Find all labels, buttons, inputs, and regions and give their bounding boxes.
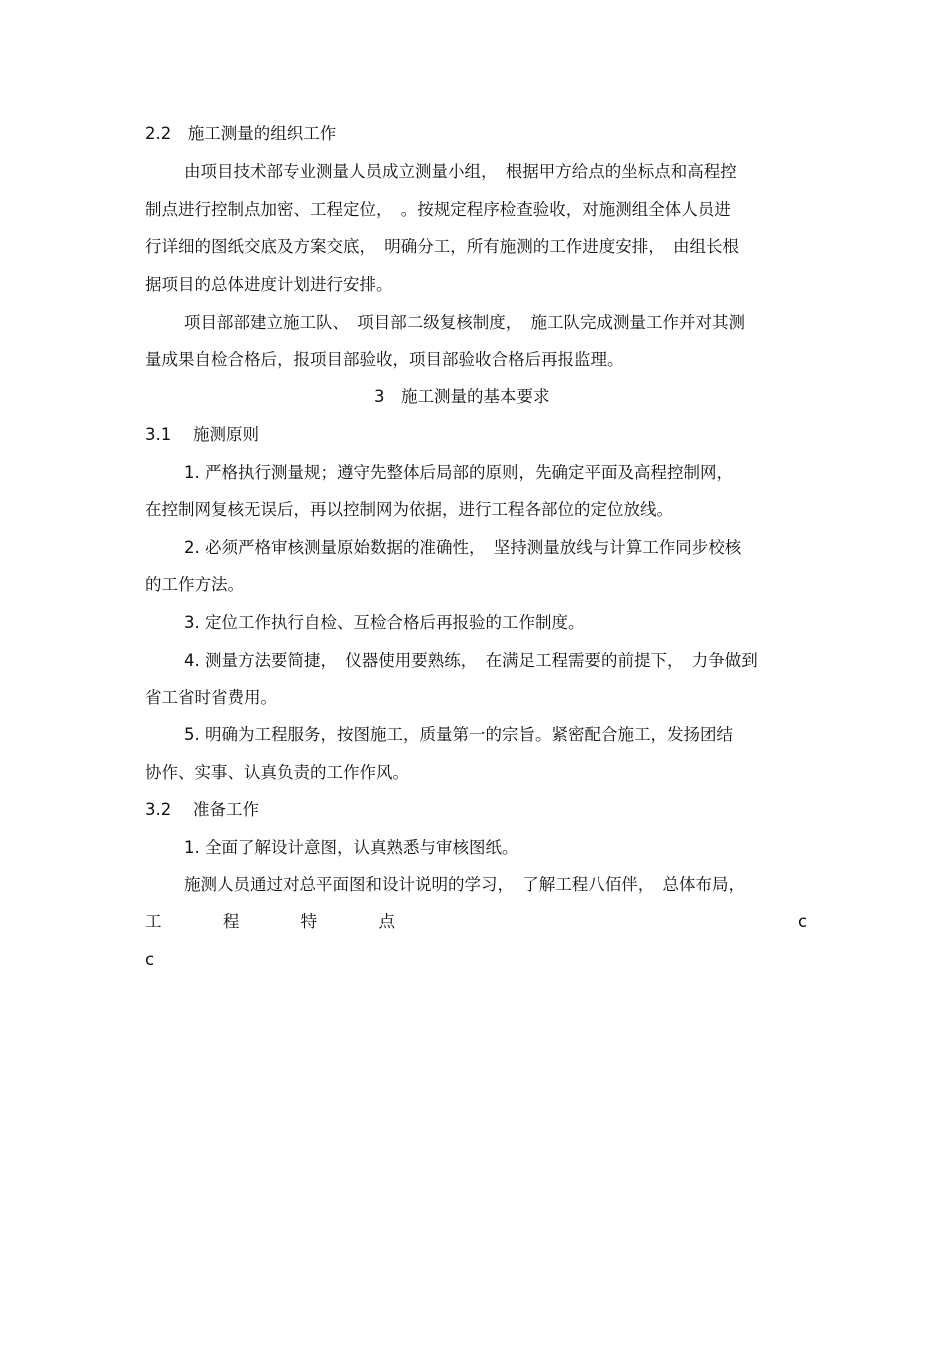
spread-word: 程 [222, 912, 240, 931]
paragraph-line: 行详细的图纸交底及方案交底， 明确分工，所有施测的工作进度安排， 由组长根 [145, 237, 739, 256]
list-item-line: 在控制网复核无误后，再以控制网为依据，进行工程各部位的定位放线。 [145, 500, 673, 519]
list-item-line: 1. 全面了解设计意图，认真熟悉与审核图纸。 [184, 838, 519, 857]
list-item-line: 2. 必须严格审核测量原始数据的准确性， 坚持测量放线与计算工作同步校核 [184, 538, 742, 557]
trailing-character: c [145, 950, 155, 969]
paragraph-line: 施测人员通过对总平面图和设计说明的学习， 了解工程八佰伴， 总体布局， [184, 875, 745, 894]
section-2-2-heading: 2.2 施工测量的组织工作 [145, 124, 337, 143]
spread-justified-line [145, 911, 395, 933]
paragraph-line: 制点进行控制点加密、工程定位， 。按规定程序检查验收，对施测组全体人员进 [145, 200, 731, 219]
spread-word: 点 [378, 912, 395, 931]
list-item-line: 3. 定位工作执行自检、互检合格后再报验的工作制度。 [184, 613, 585, 632]
list-item-line: 的工作方法。 [145, 575, 244, 594]
chapter-3-heading: 3 施工测量的基本要求 [374, 387, 550, 406]
list-item-line: 省工省时省费用。 [145, 688, 277, 707]
paragraph-line: 量成果自检合格后，报项目部验收，项目部验收合格后再报监理。 [145, 350, 624, 369]
trailing-character: c [798, 912, 808, 931]
list-item-line: 协作、实事、认真负责的工作作风。 [145, 763, 409, 782]
list-item-line: 1. 严格执行测量规；遵守先整体后局部的原则，先确定平面及高程控制网， [184, 463, 733, 482]
spread-word: 特 [300, 912, 318, 931]
list-item-line: 5. 明确为工程服务，按图施工，质量第一的宗旨。紧密配合施工，发扬团结 [184, 725, 733, 744]
section-3-1-heading: 3.1 施测原则 [145, 425, 259, 444]
paragraph-line: 项目部部建立施工队、 项目部二级复核制度， 施工队完成测量工作并对其测 [184, 313, 745, 332]
spread-word: 工 [145, 912, 162, 931]
paragraph-line: 据项目的总体进度计划进行安排。 [145, 275, 393, 294]
list-item-line: 4. 测量方法要简捷， 仪器使用要熟练， 在满足工程需要的前提下， 力争做到 [184, 651, 758, 670]
paragraph-line: 由项目技术部专业测量人员成立测量小组， 根据甲方给点的坐标点和高程控 [184, 162, 737, 181]
section-3-2-heading: 3.2 准备工作 [145, 800, 259, 819]
